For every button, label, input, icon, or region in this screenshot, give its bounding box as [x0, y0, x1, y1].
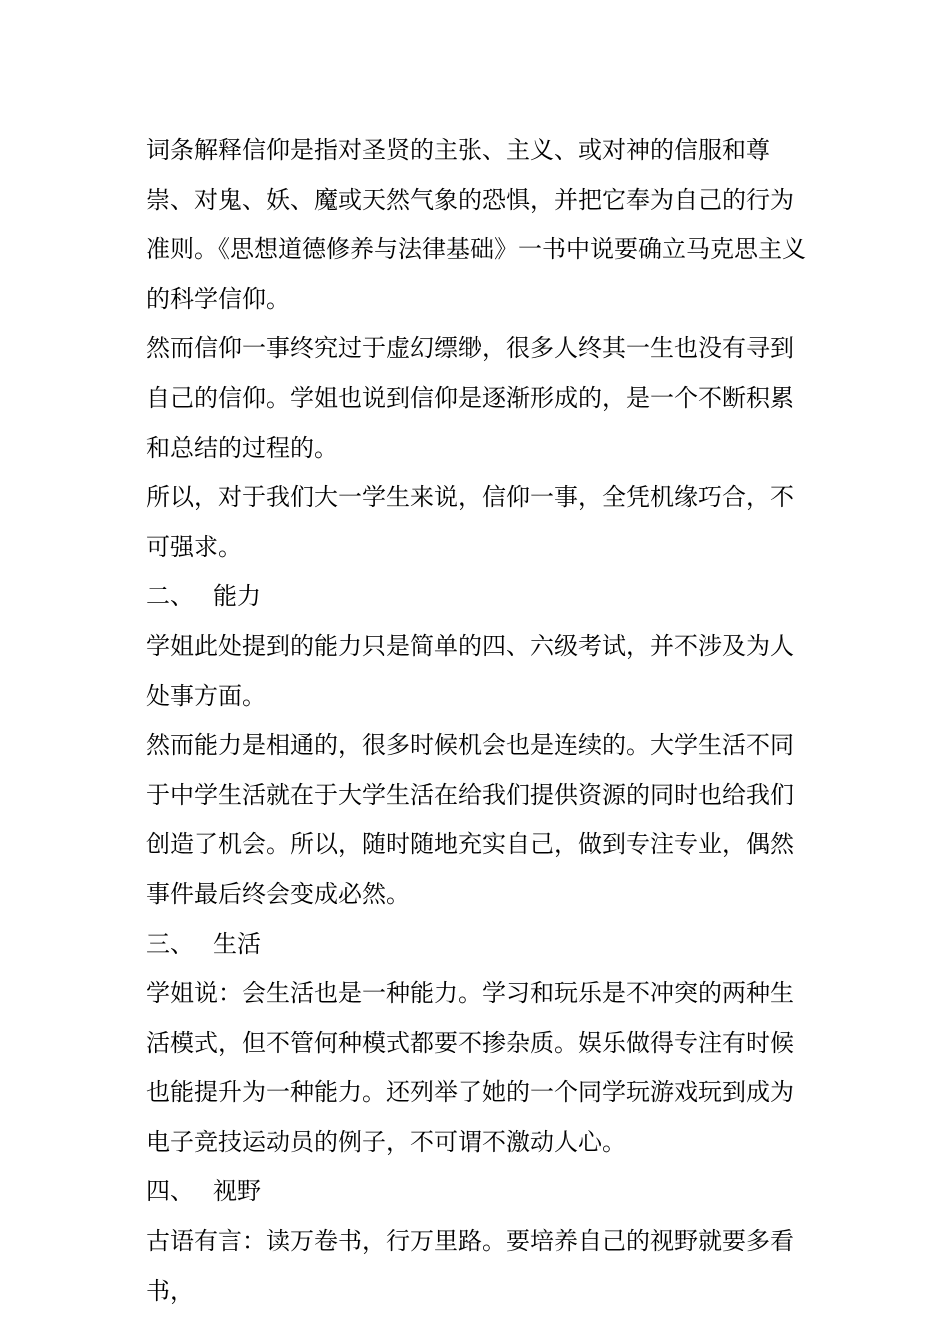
document-body	[146, 126, 810, 1316]
paragraph-belief-conclusion: 所以，对于我们大一学生来说，信仰一事，全凭机缘巧合，不可强求。	[146, 483, 794, 561]
section-number: 四、	[146, 1177, 194, 1206]
section-title: 能力	[213, 582, 261, 611]
section-heading-life	[146, 920, 810, 970]
paragraph-belief-definition: 词条解释信仰是指对圣贤的主张、主义、或对神的信服和尊崇、对鬼、妖、魔或天然气象的恐惧，并把它奉为自己的行为准则。《思想道德修养与法律基础》一书中说要确立马克思主义的科学信仰。	[146, 136, 806, 313]
section-heading-vision	[146, 1167, 810, 1217]
paragraph-life-balance: 学姐说：会生活也是一种能力。学习和玩乐是不冲突的两种生活模式，但不管何种模式都要不掺杂质。娱乐做得专注有时候也能提升为一种能力。还列举了她的一个同学玩游戏玩到成为电子竞技运动员的例子，不可谓不激动人心。	[146, 979, 794, 1156]
section-number: 二、	[146, 582, 194, 611]
paragraph-vision-reading: 古语有言：读万卷书，行万里路。要培养自己的视野就要多看书，	[146, 1227, 794, 1305]
section-number: 三、	[146, 929, 194, 958]
section-title: 生活	[213, 929, 261, 958]
paragraph-belief-illusory: 然而信仰一事终究过于虚幻缥缈，很多人终其一生也没有寻到自己的信仰。学姐也说到信仰是逐渐形成的，是一个不断积累和总结的过程的。	[146, 334, 794, 462]
paragraph-ability-opportunity: 然而能力是相通的，很多时候机会也是连续的。大学生活不同于中学生活就在于大学生活在给我们提供资源的同时也给我们创造了机会。所以，随时随地充实自己，做到专注专业，偶然事件最后终会变成必然。	[146, 731, 794, 908]
paragraph-ability-exams: 学姐此处提到的能力只是简单的四、六级考试，并不涉及为人处事方面。	[146, 631, 794, 710]
section-title: 视野	[213, 1177, 261, 1206]
section-heading-ability	[146, 572, 810, 622]
